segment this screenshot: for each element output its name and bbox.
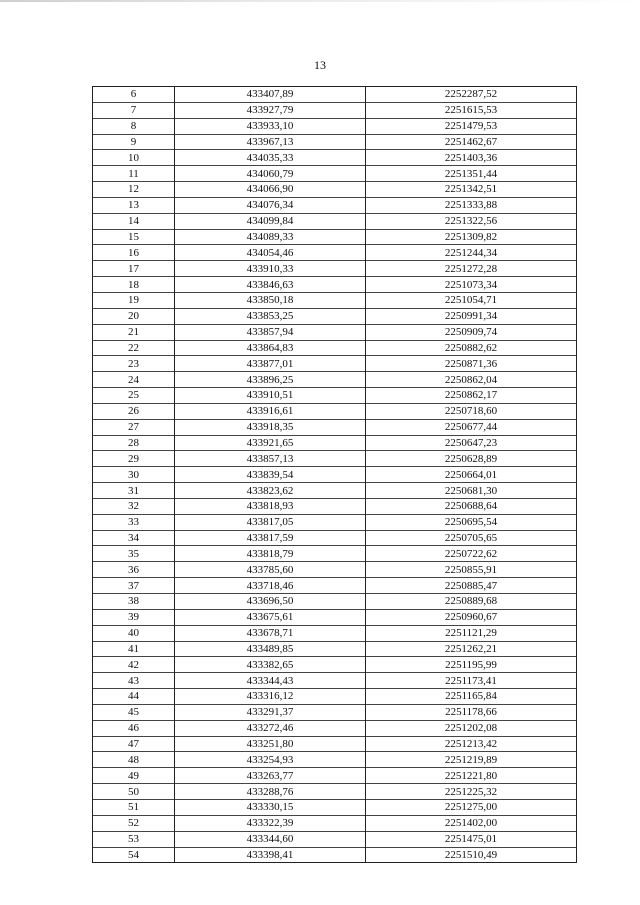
table-row [93, 752, 577, 768]
point-number-cell: 41 [93, 641, 175, 657]
table-row [93, 847, 577, 863]
y-coordinate-cell: 2250705,65 [366, 530, 577, 546]
table-row [93, 704, 577, 720]
point-number-cell: 20 [93, 308, 175, 324]
y-coordinate-cell: 2251322,56 [366, 213, 577, 229]
table-row [93, 641, 577, 657]
point-number-cell: 51 [93, 799, 175, 815]
table-row [93, 831, 577, 847]
point-number-cell: 43 [93, 673, 175, 689]
table-row [93, 166, 577, 182]
x-coordinate-cell: 433407,89 [175, 87, 366, 103]
x-coordinate-cell: 433921,65 [175, 435, 366, 451]
y-coordinate-cell: 2251351,44 [366, 166, 577, 182]
y-coordinate-cell: 2250722,62 [366, 546, 577, 562]
x-coordinate-cell: 433489,85 [175, 641, 366, 657]
table-row [93, 324, 577, 340]
x-coordinate-cell: 433785,60 [175, 562, 366, 578]
x-coordinate-cell: 433291,37 [175, 704, 366, 720]
point-number-cell: 9 [93, 134, 175, 150]
point-number-cell: 50 [93, 784, 175, 800]
table-row [93, 784, 577, 800]
y-coordinate-cell: 2251479,53 [366, 118, 577, 134]
table-row [93, 609, 577, 625]
x-coordinate-cell: 433251,80 [175, 736, 366, 752]
table-row [93, 419, 577, 435]
y-coordinate-cell: 2251121,29 [366, 625, 577, 641]
x-coordinate-cell: 433818,93 [175, 498, 366, 514]
x-coordinate-cell: 434089,33 [175, 229, 366, 245]
x-coordinate-cell: 433272,46 [175, 720, 366, 736]
point-number-cell: 52 [93, 815, 175, 831]
x-coordinate-cell: 433254,93 [175, 752, 366, 768]
y-coordinate-cell: 2251073,34 [366, 277, 577, 293]
x-coordinate-cell: 433817,05 [175, 514, 366, 530]
table-row [93, 213, 577, 229]
x-coordinate-cell: 433864,83 [175, 340, 366, 356]
table-row [93, 562, 577, 578]
x-coordinate-cell: 433344,43 [175, 673, 366, 689]
x-coordinate-cell: 433382,65 [175, 657, 366, 673]
x-coordinate-cell: 433718,46 [175, 578, 366, 594]
y-coordinate-cell: 2250882,62 [366, 340, 577, 356]
table-row [93, 625, 577, 641]
y-coordinate-cell: 2251244,34 [366, 245, 577, 261]
table-row [93, 356, 577, 372]
point-number-cell: 18 [93, 277, 175, 293]
point-number-cell: 48 [93, 752, 175, 768]
x-coordinate-cell: 433263,77 [175, 768, 366, 784]
y-coordinate-cell: 2250862,04 [366, 372, 577, 388]
point-number-cell: 29 [93, 451, 175, 467]
table-row [93, 736, 577, 752]
x-coordinate-cell: 433933,10 [175, 118, 366, 134]
table-row [93, 815, 577, 831]
x-coordinate-cell: 433857,13 [175, 451, 366, 467]
y-coordinate-cell: 2251510,49 [366, 847, 577, 863]
point-number-cell: 24 [93, 372, 175, 388]
y-coordinate-cell: 2250862,17 [366, 388, 577, 404]
y-coordinate-cell: 2251333,88 [366, 197, 577, 213]
y-coordinate-cell: 2250960,67 [366, 609, 577, 625]
x-coordinate-cell: 433916,61 [175, 403, 366, 419]
y-coordinate-cell: 2251272,28 [366, 261, 577, 277]
point-number-cell: 46 [93, 720, 175, 736]
x-coordinate-cell: 433322,39 [175, 815, 366, 831]
point-number-cell: 17 [93, 261, 175, 277]
point-number-cell: 19 [93, 292, 175, 308]
point-number-cell: 27 [93, 419, 175, 435]
x-coordinate-cell: 434099,84 [175, 213, 366, 229]
point-number-cell: 44 [93, 689, 175, 705]
table-row [93, 530, 577, 546]
table-row [93, 182, 577, 198]
x-coordinate-cell: 434060,79 [175, 166, 366, 182]
table-row [93, 546, 577, 562]
table-row [93, 720, 577, 736]
point-number-cell: 6 [93, 87, 175, 103]
x-coordinate-cell: 433817,59 [175, 530, 366, 546]
y-coordinate-cell: 2251221,80 [366, 768, 577, 784]
x-coordinate-cell: 433823,62 [175, 483, 366, 499]
y-coordinate-cell: 2251219,89 [366, 752, 577, 768]
table-row [93, 134, 577, 150]
table-row [93, 514, 577, 530]
y-coordinate-cell: 2251309,82 [366, 229, 577, 245]
y-coordinate-cell: 2251475,01 [366, 831, 577, 847]
table-row [93, 277, 577, 293]
y-coordinate-cell: 2250718,60 [366, 403, 577, 419]
point-number-cell: 12 [93, 182, 175, 198]
table-row [93, 102, 577, 118]
y-coordinate-cell: 2251178,66 [366, 704, 577, 720]
y-coordinate-cell: 2250647,23 [366, 435, 577, 451]
x-coordinate-cell: 433344,60 [175, 831, 366, 847]
table-row [93, 768, 577, 784]
x-coordinate-cell: 433316,12 [175, 689, 366, 705]
point-number-cell: 36 [93, 562, 175, 578]
coordinates-table [92, 86, 577, 863]
x-coordinate-cell: 433910,33 [175, 261, 366, 277]
point-number-cell: 35 [93, 546, 175, 562]
point-number-cell: 32 [93, 498, 175, 514]
point-number-cell: 31 [93, 483, 175, 499]
x-coordinate-cell: 433330,15 [175, 799, 366, 815]
table-row [93, 435, 577, 451]
table-row [93, 118, 577, 134]
table-row [93, 483, 577, 499]
y-coordinate-cell: 2252287,52 [366, 87, 577, 103]
table-row [93, 451, 577, 467]
x-coordinate-cell: 433696,50 [175, 594, 366, 610]
x-coordinate-cell: 433846,63 [175, 277, 366, 293]
y-coordinate-cell: 2250628,89 [366, 451, 577, 467]
coordinates-table-body [93, 87, 577, 863]
table-row [93, 594, 577, 610]
x-coordinate-cell: 433675,61 [175, 609, 366, 625]
x-coordinate-cell: 433910,51 [175, 388, 366, 404]
point-number-cell: 11 [93, 166, 175, 182]
y-coordinate-cell: 2251462,67 [366, 134, 577, 150]
x-coordinate-cell: 433818,79 [175, 546, 366, 562]
point-number-cell: 37 [93, 578, 175, 594]
point-number-cell: 45 [93, 704, 175, 720]
y-coordinate-cell: 2251173,41 [366, 673, 577, 689]
point-number-cell: 14 [93, 213, 175, 229]
x-coordinate-cell: 433839,54 [175, 467, 366, 483]
point-number-cell: 8 [93, 118, 175, 134]
point-number-cell: 7 [93, 102, 175, 118]
y-coordinate-cell: 2250681,30 [366, 483, 577, 499]
x-coordinate-cell: 434035,33 [175, 150, 366, 166]
point-number-cell: 25 [93, 388, 175, 404]
table-row [93, 578, 577, 594]
table-row [93, 372, 577, 388]
y-coordinate-cell: 2251054,71 [366, 292, 577, 308]
x-coordinate-cell: 433877,01 [175, 356, 366, 372]
y-coordinate-cell: 2250991,34 [366, 308, 577, 324]
y-coordinate-cell: 2251403,36 [366, 150, 577, 166]
table-row [93, 261, 577, 277]
table-row [93, 340, 577, 356]
y-coordinate-cell: 2250688,64 [366, 498, 577, 514]
point-number-cell: 10 [93, 150, 175, 166]
point-number-cell: 21 [93, 324, 175, 340]
x-coordinate-cell: 433967,13 [175, 134, 366, 150]
point-number-cell: 28 [93, 435, 175, 451]
point-number-cell: 16 [93, 245, 175, 261]
point-number-cell: 49 [93, 768, 175, 784]
point-number-cell: 47 [93, 736, 175, 752]
table-row [93, 799, 577, 815]
x-coordinate-cell: 433678,71 [175, 625, 366, 641]
table-row [93, 292, 577, 308]
y-coordinate-cell: 2251615,53 [366, 102, 577, 118]
x-coordinate-cell: 433398,41 [175, 847, 366, 863]
point-number-cell: 53 [93, 831, 175, 847]
point-number-cell: 42 [93, 657, 175, 673]
y-coordinate-cell: 2251275,00 [366, 799, 577, 815]
y-coordinate-cell: 2251202,08 [366, 720, 577, 736]
table-row [93, 308, 577, 324]
x-coordinate-cell: 433288,76 [175, 784, 366, 800]
point-number-cell: 15 [93, 229, 175, 245]
y-coordinate-cell: 2251402,00 [366, 815, 577, 831]
point-number-cell: 39 [93, 609, 175, 625]
x-coordinate-cell: 433857,94 [175, 324, 366, 340]
table-row [93, 403, 577, 419]
point-number-cell: 54 [93, 847, 175, 863]
table-row [93, 498, 577, 514]
point-number-cell: 38 [93, 594, 175, 610]
y-coordinate-cell: 2251213,42 [366, 736, 577, 752]
y-coordinate-cell: 2251195,99 [366, 657, 577, 673]
table-row [93, 467, 577, 483]
table-row [93, 150, 577, 166]
point-number-cell: 30 [93, 467, 175, 483]
point-number-cell: 34 [93, 530, 175, 546]
x-coordinate-cell: 434054,46 [175, 245, 366, 261]
table-row [93, 689, 577, 705]
point-number-cell: 23 [93, 356, 175, 372]
y-coordinate-cell: 2251342,51 [366, 182, 577, 198]
y-coordinate-cell: 2250909,74 [366, 324, 577, 340]
x-coordinate-cell: 433850,18 [175, 292, 366, 308]
y-coordinate-cell: 2251262,21 [366, 641, 577, 657]
point-number-cell: 22 [93, 340, 175, 356]
x-coordinate-cell: 433896,25 [175, 372, 366, 388]
y-coordinate-cell: 2251165,84 [366, 689, 577, 705]
table-row [93, 657, 577, 673]
y-coordinate-cell: 2250855,91 [366, 562, 577, 578]
page-number: 13 [314, 58, 326, 72]
y-coordinate-cell: 2250885,47 [366, 578, 577, 594]
y-coordinate-cell: 2250695,54 [366, 514, 577, 530]
y-coordinate-cell: 2250677,44 [366, 419, 577, 435]
table-row [93, 673, 577, 689]
table-row [93, 388, 577, 404]
x-coordinate-cell: 433853,25 [175, 308, 366, 324]
point-number-cell: 26 [93, 403, 175, 419]
y-coordinate-cell: 2250871,36 [366, 356, 577, 372]
x-coordinate-cell: 433927,79 [175, 102, 366, 118]
table-row [93, 229, 577, 245]
y-coordinate-cell: 2251225,32 [366, 784, 577, 800]
y-coordinate-cell: 2250889,68 [366, 594, 577, 610]
table-row [93, 197, 577, 213]
x-coordinate-cell: 434066,90 [175, 182, 366, 198]
x-coordinate-cell: 433918,35 [175, 419, 366, 435]
point-number-cell: 40 [93, 625, 175, 641]
y-coordinate-cell: 2250664,01 [366, 467, 577, 483]
scan-top-edge [0, 0, 640, 2]
point-number-cell: 13 [93, 197, 175, 213]
x-coordinate-cell: 434076,34 [175, 197, 366, 213]
table-row [93, 87, 577, 103]
point-number-cell: 33 [93, 514, 175, 530]
table-row [93, 245, 577, 261]
